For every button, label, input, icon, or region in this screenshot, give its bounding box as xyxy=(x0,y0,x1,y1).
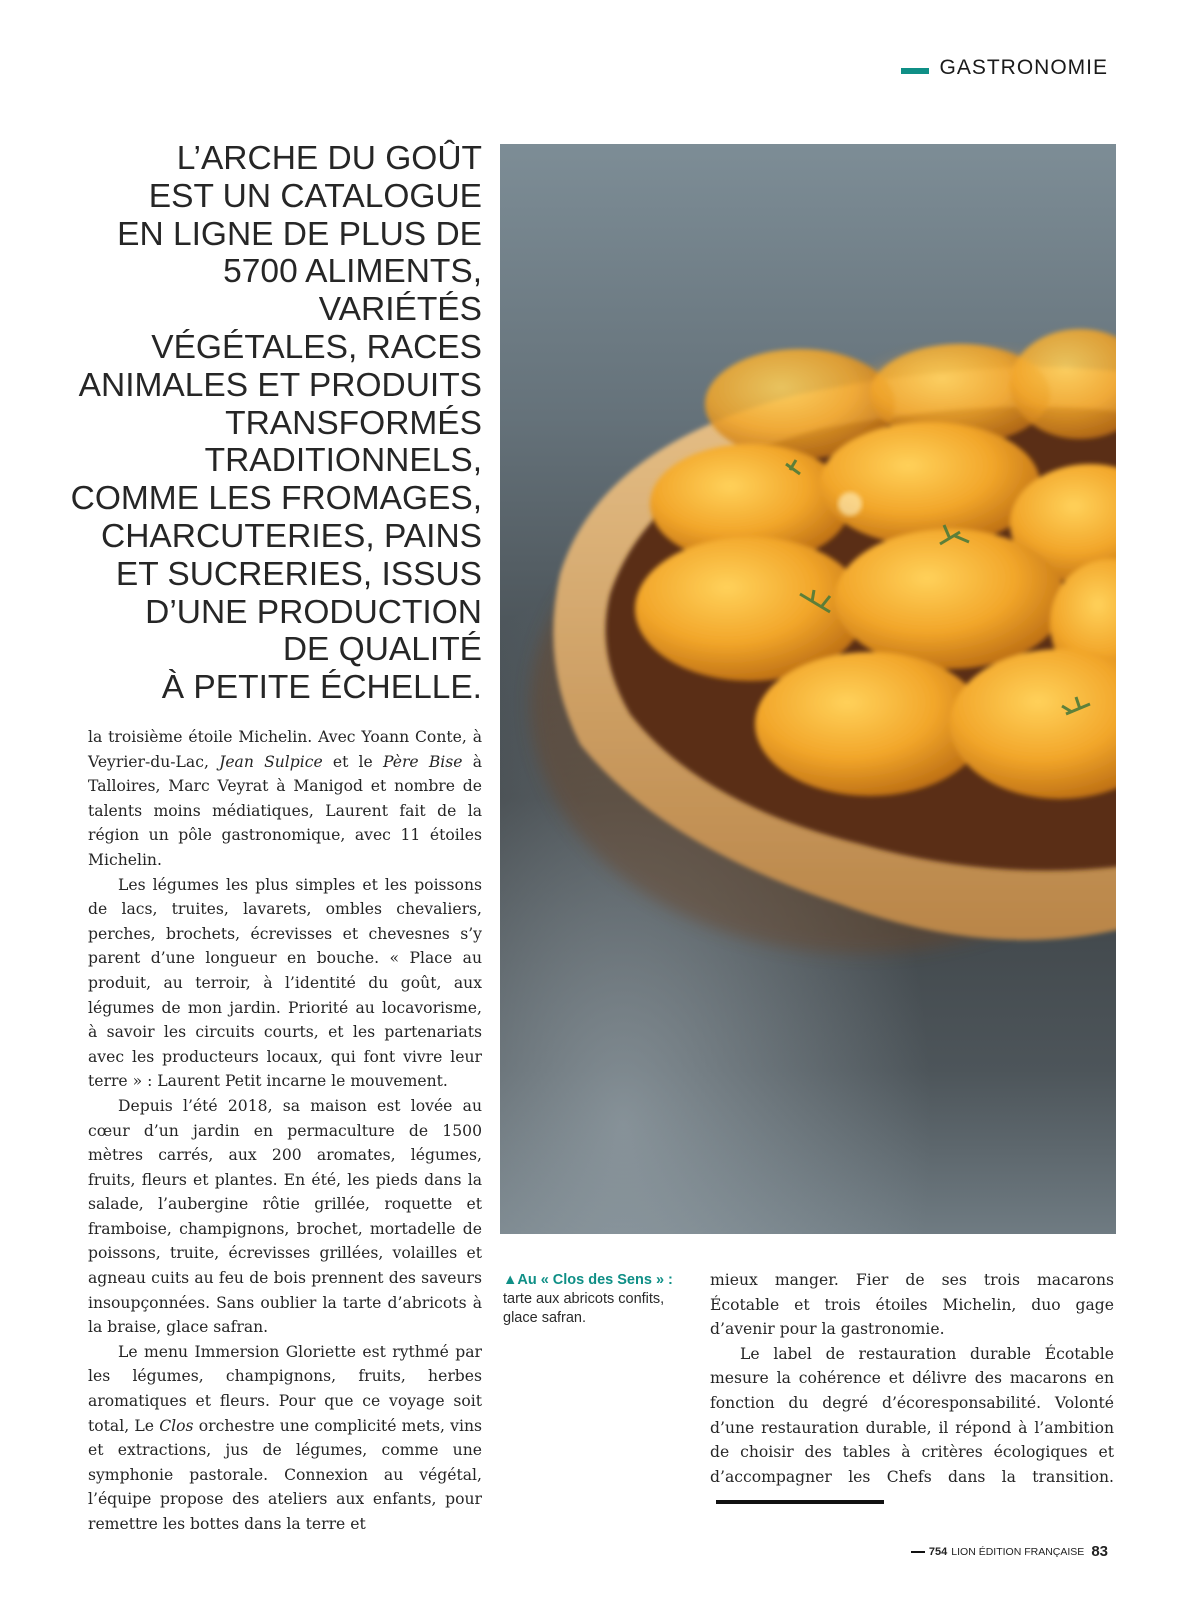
section-accent-bar xyxy=(901,68,929,74)
page-footer xyxy=(911,1543,1108,1560)
issue-number: 754 xyxy=(928,1545,948,1558)
section-header xyxy=(901,56,1108,80)
paragraph: Le label de restauration durable Écotable mesure la cohérence et délivre des macarons en fonction du degré d’écoresponsabilité. Volonté d’une restauration durable, il répond à l’ambition de choisir des tables à critères écologiques et d’accompagner les Chefs dans la transition. xyxy=(710,1342,1114,1514)
caption-title: ▲Au « Clos des Sens » : xyxy=(503,1272,673,1288)
restaurant-name-emphasis: Clos xyxy=(159,1416,194,1435)
page-number: 83 xyxy=(1091,1543,1108,1560)
end-of-article-rule xyxy=(716,1500,884,1504)
footer-dash xyxy=(911,1551,925,1553)
paragraph: Depuis l’été 2018, sa maison est lovée au cœur d’un jardin en permaculture de 1500 mètres carrés, aux 200 aromates, légumes, fruits, fleurs et plantes. En été, les pieds dans la salade, l’aubergine rôtie grillée, roquette et framboise, champignons, brochet, mortadelle de poissons, truite, écrevisses grillées, volailles et agneau cuits au feu de bois prennent des saveurs insoupçonnées. Sans oublier la tarte d’abricots à la braise, glace safran. xyxy=(88,1096,482,1337)
section-label: GASTRONOMIE xyxy=(939,56,1108,79)
pull-quote: L’ARCHE DU GOÛT EST UN CATALOGUE EN LIGNE DE PLUS DE 5700 ALIMENTS, VARIÉTÉS VÉGÉTALES, RACES ANIMALES ET PRODUITS TRANSFORMÉS TRADITIONNELS, COMME LES FROMAGES, CHARCUTERIES, PAINS ET SUCRERIES, ISSUS D’UNE PRODUCTION DE QUALITÉ À PETITE ÉCHELLE. xyxy=(70,140,482,707)
restaurant-name-emphasis: Père Bise xyxy=(382,752,463,771)
paragraph: Le menu Immersion Gloriette est rythmé par les légumes, champignons, fruits, herbes aromatiques et fleurs. Pour que ce voyage soit total, Le Clos orchestre une complicité mets, vins et extractions, jus de légumes, comme une symphonie pastorale. Connexion au végétal, l’équipe propose des ateliers aux enfants, pour remettre les bottes dans la terre et xyxy=(88,1342,482,1533)
apricot-tart-illustration xyxy=(500,144,1116,1234)
photo-caption xyxy=(503,1271,683,1328)
body-column-right xyxy=(710,1268,1114,1514)
magazine-name: LION ÉDITION FRANÇAISE xyxy=(951,1545,1085,1558)
apricot-tart-photo xyxy=(500,144,1116,1234)
body-column-left xyxy=(88,725,482,1537)
paragraph: la troisième étoile Michelin. Avec Yoann Conte, à Veyrier-du-Lac, Jean Sulpice et le Père Bise à Talloires, Marc Veyrat à Manigod et nombre de talents moins médiatiques, Laurent fait de la région un pôle gastronomique, avec 11 étoiles Michelin. xyxy=(88,728,482,869)
caption-text: tarte aux abricots confits, glace safran. xyxy=(503,1291,665,1326)
paragraph: Les légumes les plus simples et les poissons de lacs, truites, lavarets, ombles chevaliers, perches, brochets, écrevisses et chevesnes s’y parent d’une longueur en bouche. « Place au produit, au terroir, à l’identité du goût, aux légumes de mon jardin. Priorité au locavorisme, à savoir les circuits courts, et les partenariats avec les producteurs locaux, qui font vivre leur terre » : Laurent Petit incarne le mouvement. xyxy=(88,875,482,1091)
paragraph: mieux manger. Fier de ses trois macarons Écotable et trois étoiles Michelin, duo gage d’avenir pour la gastronomie. xyxy=(710,1271,1114,1339)
chef-name-emphasis: Jean Sulpice xyxy=(219,752,323,771)
